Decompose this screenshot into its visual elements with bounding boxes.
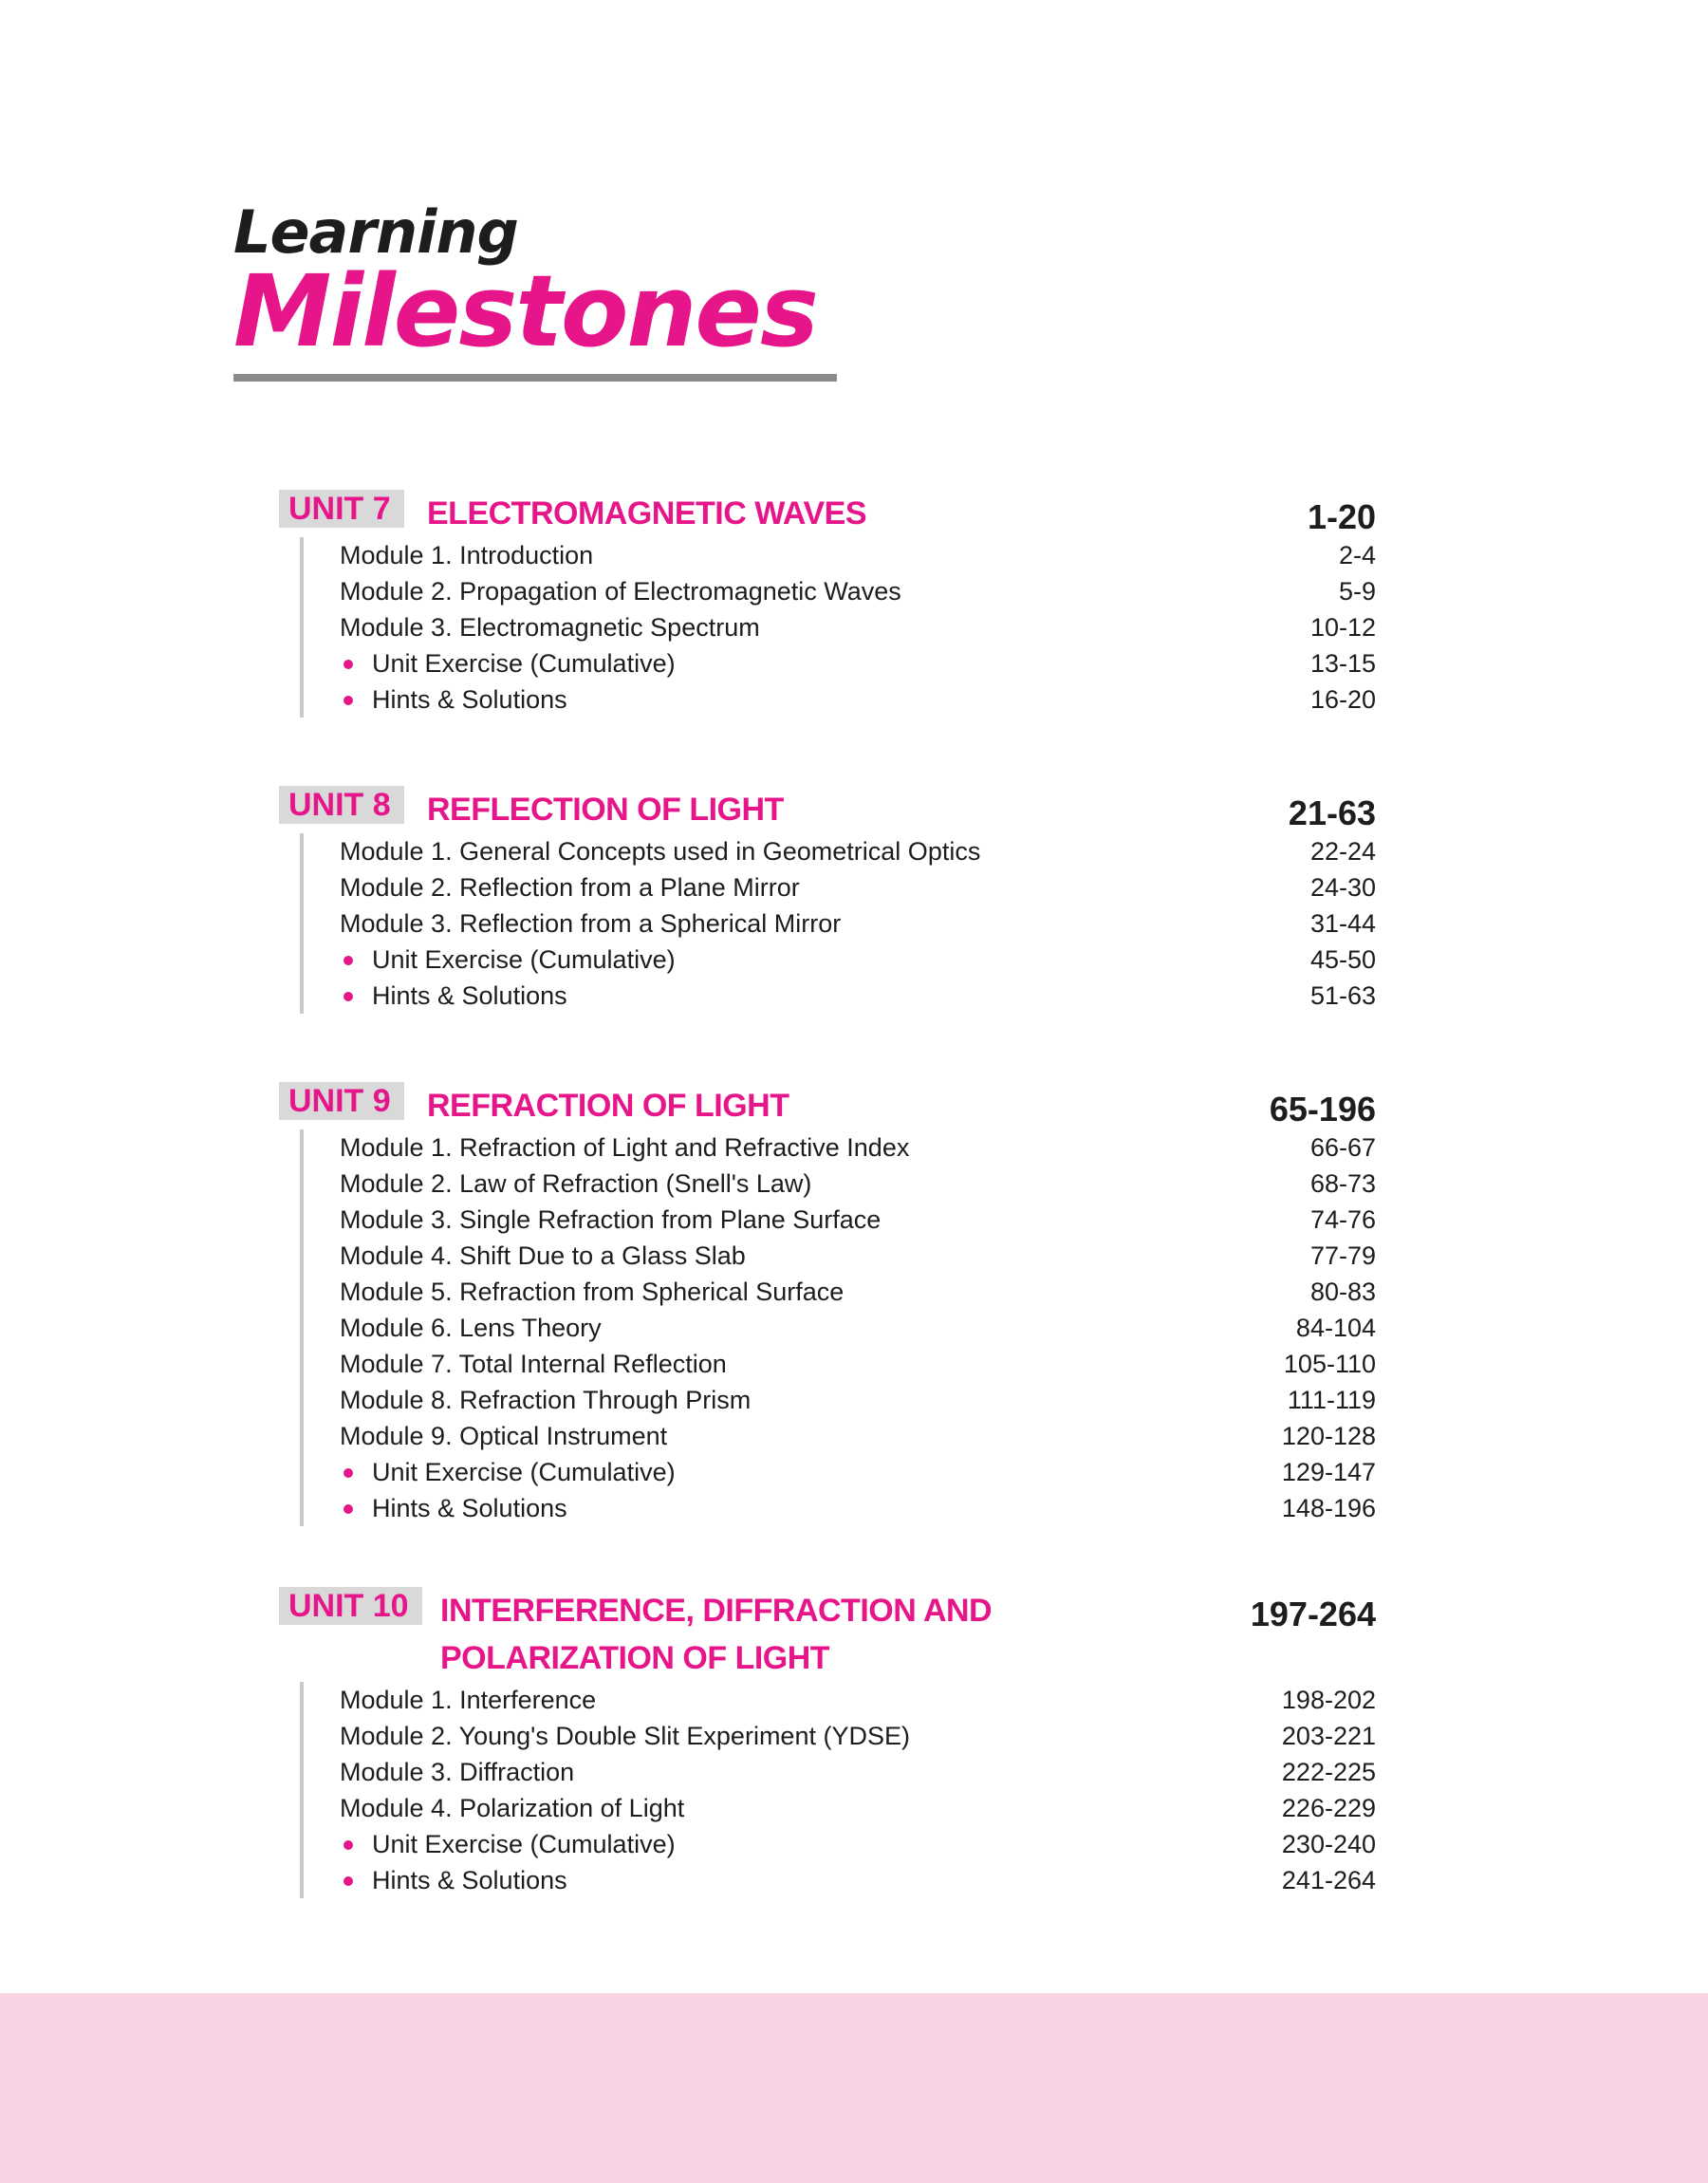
item-page-range: 129-147 [1281,1458,1376,1486]
item-page-range: 66-67 [1309,1133,1376,1162]
item-label: Hints & Solutions [372,981,567,1010]
item-page-range: 74-76 [1309,1205,1376,1234]
bullet-icon [343,992,353,1001]
item-label: Module 6. Lens Theory [340,1314,602,1342]
item-page-range: 105-110 [1283,1350,1376,1378]
module-item [340,1166,1376,1202]
item-page-range: 226-229 [1281,1794,1376,1822]
module-item [340,537,1376,573]
unit-page-range: 65-196 [1269,1090,1376,1129]
module-item [340,1754,1376,1790]
exercise-item [340,1454,1376,1490]
bullet-icon [343,660,353,669]
title-learning: Learning [233,197,518,267]
bullet-icon [343,1468,353,1478]
item-page-range: 80-83 [1309,1278,1376,1306]
item-label: Module 3. Electromagnetic Spectrum [340,613,760,642]
item-page-range: 13-15 [1309,649,1376,678]
bullet-icon [343,1840,353,1850]
item-label: Unit Exercise (Cumulative) [372,1830,676,1858]
exercise-item [340,942,1376,978]
item-page-range: 241-264 [1281,1866,1376,1894]
page-header [233,197,841,382]
item-page-range: 68-73 [1309,1169,1376,1198]
unit-title: POLARIZATION OF LIGHT [440,1640,830,1676]
item-page-range: 22-24 [1309,837,1376,866]
module-item [340,1682,1376,1718]
exercise-item [340,1490,1376,1526]
module-item [340,1310,1376,1346]
item-label: Module 4. Polarization of Light [340,1794,685,1822]
item-page-range: 45-50 [1309,945,1376,974]
unit-page-range: 197-264 [1250,1595,1376,1633]
title-milestones: Milestones [233,253,817,369]
unit-section [279,1078,1376,1526]
module-item [340,609,1376,645]
item-page-range: 5-9 [1338,577,1376,606]
item-label: Module 1. General Concepts used in Geometrical Optics [340,837,981,866]
module-item [340,833,1376,869]
unit-heading [279,782,1376,830]
module-item [340,1202,1376,1238]
item-page-range: 203-221 [1281,1722,1376,1750]
unit-heading [279,486,1376,536]
item-label: Module 1. Introduction [340,541,594,569]
item-label: Unit Exercise (Cumulative) [372,649,676,678]
unit-heading [279,1583,1376,1678]
item-page-range: 77-79 [1309,1241,1376,1270]
bullet-icon [343,1504,353,1514]
item-page-range: 120-128 [1281,1422,1376,1450]
unit-badge: UNIT 7 [279,490,404,528]
item-label: Module 3. Single Refraction from Plane Surface [340,1205,882,1234]
exercise-item [340,1862,1376,1898]
unit-module-list [300,1129,1376,1526]
item-label: Module 5. Refraction from Spherical Surface [340,1278,845,1306]
unit-badge: UNIT 8 [279,786,404,824]
item-page-range: 24-30 [1309,873,1376,902]
item-label: Hints & Solutions [372,685,567,714]
unit-title: ELECTROMAGNETIC WAVES [427,495,866,532]
unit-page-range: 1-20 [1307,497,1376,536]
item-label: Module 1. Refraction of Light and Refractive Index [340,1133,910,1162]
unit-section [279,782,1376,1014]
item-label: Module 3. Reflection from a Spherical Mirror [340,909,842,938]
item-label: Module 2. Young's Double Slit Experiment (YDSE) [340,1722,910,1750]
item-label: Module 1. Interference [340,1686,597,1714]
unit-heading [279,1078,1376,1129]
unit-title: REFRACTION OF LIGHT [427,1088,789,1124]
bullet-icon [343,696,353,705]
module-item [340,1274,1376,1310]
module-item [340,1790,1376,1826]
item-page-range: 31-44 [1309,909,1376,938]
item-page-range: 148-196 [1281,1494,1376,1522]
item-label: Module 2. Reflection from a Plane Mirror [340,873,800,902]
module-item [340,1346,1376,1382]
item-label: Hints & Solutions [372,1494,567,1522]
item-label: Module 4. Shift Due to a Glass Slab [340,1241,746,1270]
unit-section [279,1583,1376,1898]
exercise-item [340,1826,1376,1862]
item-page-range: 230-240 [1281,1830,1376,1858]
module-item [340,1418,1376,1454]
item-label: Module 9. Optical Instrument [340,1422,668,1450]
footer-band [0,1993,1708,2183]
item-label: Hints & Solutions [372,1866,567,1894]
item-label: Module 8. Refraction Through Prism [340,1386,752,1414]
item-page-range: 111-119 [1287,1386,1376,1414]
module-item [340,573,1376,609]
module-item [340,905,1376,942]
module-item [340,1238,1376,1274]
module-item [340,1718,1376,1754]
unit-module-list [300,537,1376,718]
unit-title: REFLECTION OF LIGHT [427,792,784,828]
exercise-item [340,681,1376,718]
item-label: Unit Exercise (Cumulative) [372,1458,676,1486]
unit-badge: UNIT 9 [279,1082,404,1120]
item-label: Module 2. Propagation of Electromagnetic Waves [340,577,901,606]
unit-module-list [300,1682,1376,1898]
item-label: Module 2. Law of Refraction (Snell's Law) [340,1169,812,1198]
unit-module-list [300,833,1376,1014]
unit-section [279,486,1376,718]
item-page-range: 10-12 [1309,613,1376,642]
bullet-icon [343,1876,353,1886]
item-page-range: 222-225 [1281,1758,1376,1786]
module-item [340,1129,1376,1166]
item-page-range: 16-20 [1309,685,1376,714]
item-page-range: 198-202 [1281,1686,1376,1714]
item-page-range: 51-63 [1309,981,1376,1010]
item-page-range: 84-104 [1295,1314,1376,1342]
exercise-item [340,645,1376,681]
item-label: Unit Exercise (Cumulative) [372,945,676,974]
unit-badge: UNIT 10 [279,1587,422,1625]
title-underline [233,374,837,382]
module-item [340,1382,1376,1418]
unit-title: INTERFERENCE, DIFFRACTION AND [440,1593,993,1629]
item-label: Module 7. Total Internal Reflection [340,1350,727,1378]
bullet-icon [343,956,353,965]
unit-page-range: 21-63 [1288,793,1376,832]
module-item [340,869,1376,905]
item-label: Module 3. Diffraction [340,1758,575,1786]
item-page-range: 2-4 [1338,541,1376,569]
exercise-item [340,978,1376,1014]
